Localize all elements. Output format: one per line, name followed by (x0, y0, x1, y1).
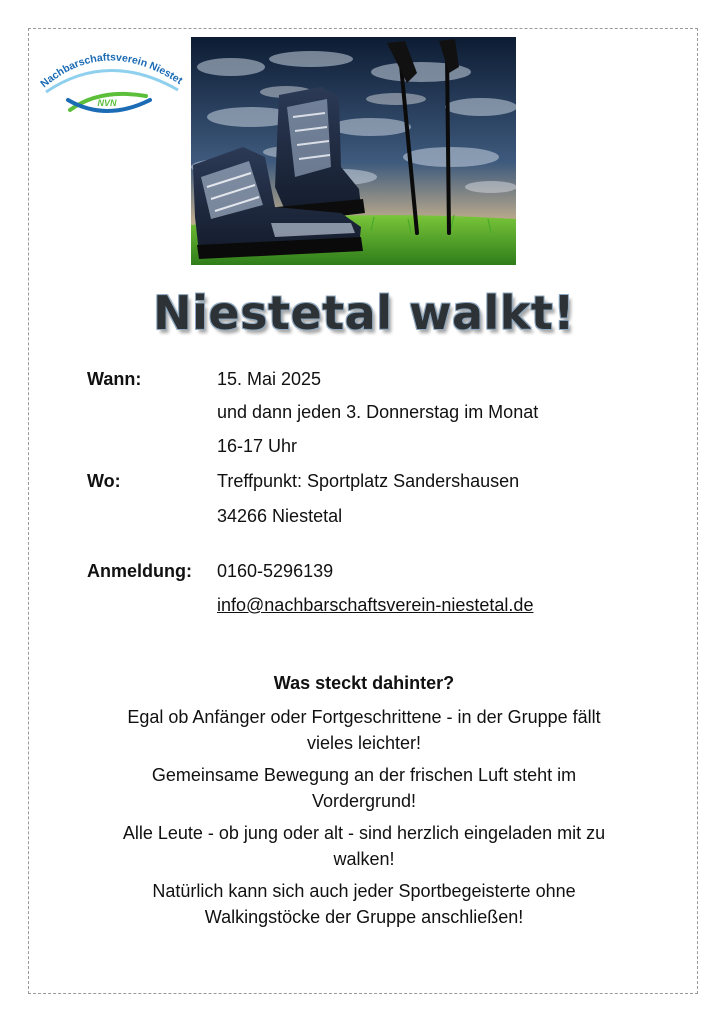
paragraph-line: Egal ob Anfänger oder Fortgeschrittene - in der Gruppe fällt (127, 707, 601, 727)
paragraph-fresh-air (80, 762, 648, 814)
section-heading: Was steckt dahinter? (273, 673, 455, 693)
paragraph-line: walken! (333, 849, 395, 869)
paragraph-line: Walkingstöcke der Gruppe anschließen! (204, 907, 524, 927)
logo-monogram: NVN (97, 98, 117, 108)
where-label: Wo: (87, 471, 121, 491)
where-postal-city: 34266 Niestetal (217, 506, 343, 526)
paragraph-line: Alle Leute - ob jung oder alt - sind herzlich eingeladen mit zu (122, 823, 606, 843)
when-label: Wann: (87, 369, 142, 389)
boots-illustration (191, 37, 516, 265)
paragraph-beginners (80, 704, 648, 756)
where-meeting-point: Treffpunkt: Sportplatz Sandershausen (217, 471, 520, 491)
paragraph-line: vieles leichter! (306, 733, 422, 753)
logo-text: Nachbarschaftsverein Niestet (38, 51, 185, 91)
page-title: Niestetal walkt! (153, 286, 575, 340)
paragraph-everyone-invited (80, 820, 648, 872)
signup-label: Anmeldung: (87, 561, 192, 581)
when-time: 16-17 Uhr (217, 436, 298, 456)
signup-email-link[interactable]: info@nachbarschaftsverein-niestetal.de (217, 595, 534, 615)
paragraph-line: Natürlich kann sich auch jeder Sportbegeisterte ohne (152, 881, 576, 901)
when-date: 15. Mai 2025 (217, 369, 322, 389)
association-logo (36, 40, 186, 120)
when-recurrence: und dann jeden 3. Donnerstag im Monat (217, 402, 539, 422)
hero-photo (191, 37, 516, 265)
paragraph-no-poles (80, 878, 648, 930)
paragraph-line: Vordergrund! (311, 791, 417, 811)
paragraph-line: Gemeinsame Bewegung an der frischen Luft steht im (151, 765, 577, 785)
logo-graphic (36, 40, 186, 120)
signup-phone: 0160-5296139 (217, 561, 334, 581)
